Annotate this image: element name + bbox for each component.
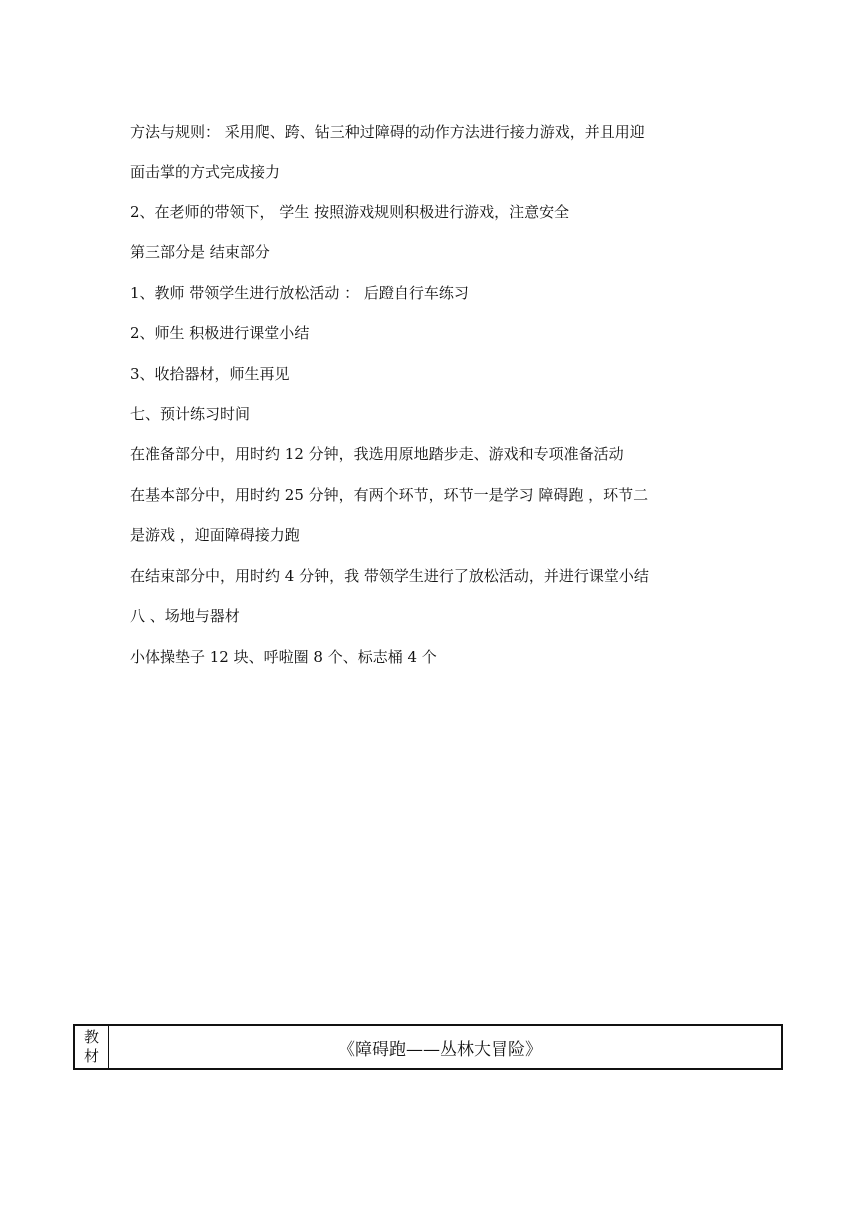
text-line: 1、教师 带领学生进行放松活动 ： 后蹬自行车练习: [130, 284, 469, 302]
text-line: 在基本部分中，用时约 25 分钟，有两个环节，环节一是学习 障碍跑 ，环节二: [130, 486, 649, 504]
text-line: 是游戏 ，迎面障碍接力跑: [130, 526, 300, 544]
section-heading: 八 、场地与器材: [130, 607, 240, 625]
textbook-table: [73, 1024, 783, 1070]
text-line: 2、在老师的带领下， 学生 按照游戏规则积极进行游戏，注意安全: [130, 203, 570, 221]
table-label-top: 教: [83, 1028, 99, 1046]
text-line: 面击掌的方式完成接力: [130, 163, 281, 181]
table-label-bottom: 材: [83, 1047, 99, 1065]
table-label-cell: [75, 1026, 109, 1068]
text-line: 小体操垫子 12 块、呼啦圈 8 个、标志桶 4 个: [130, 648, 437, 666]
section-heading: 七、预计练习时间: [130, 405, 251, 423]
section-heading: 第三部分是 结束部分: [130, 243, 270, 261]
text-line: 在结束部分中，用时约 4 分钟，我 带领学生进行了放松活动，并进行课堂小结: [130, 567, 649, 585]
text-line: 方法与规则： 采用爬、跨、钻三种过障碍的动作方法进行接力游戏，并且用迎: [130, 123, 645, 141]
text-line: 2、师生 积极进行课堂小结: [130, 324, 310, 342]
text-line: 在准备部分中，用时约 12 分钟，我选用原地踏步走、游戏和专项准备活动: [130, 445, 624, 463]
text-line: 3、收拾器材，师生再见: [130, 365, 290, 383]
table-title-cell: 《障碍跑——丛林大冒险》: [338, 1039, 542, 1060]
